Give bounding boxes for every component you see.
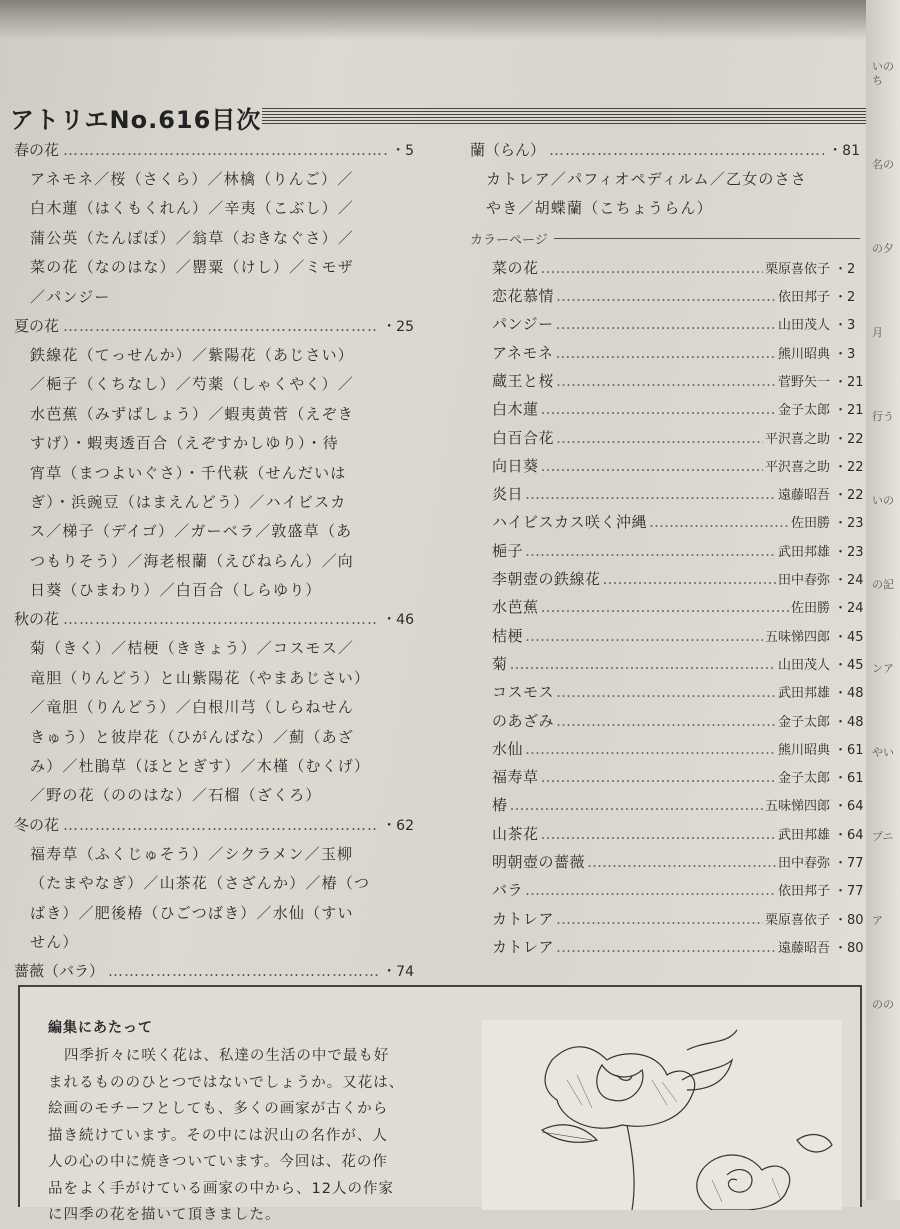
artist-name: 平沢喜之助 (764, 459, 830, 475)
section-text-line: ぎ）・浜豌豆（はまえんどう）／ハイビスカ (30, 492, 347, 511)
page-number: ・77 (834, 856, 864, 872)
section-text-line: 菜の花（なのはな）／罌粟（けし）／ミモザ (30, 258, 355, 277)
leader-dots (556, 282, 776, 310)
page-number: ・22 (834, 431, 864, 447)
section-heading-ran (470, 136, 860, 165)
section-text-line: （たまやなぎ）／山茶花（さざんか）／椿（つ (30, 874, 371, 893)
artwork-title: 菜の花 (492, 258, 539, 277)
section-heading (14, 312, 414, 341)
color-pages-heading (470, 224, 860, 254)
artwork-title: コスモス (492, 683, 555, 702)
edge-text-fragment: 月 (872, 326, 883, 339)
section-text-line: すげ）・蝦夷透百合（えぞすかしゆり）・待 (30, 434, 340, 453)
leader-dots (63, 811, 378, 840)
color-page-item (470, 905, 864, 933)
artwork-title: パンジー (492, 315, 554, 334)
leader-dots (556, 424, 763, 452)
page-number: ・21 (834, 374, 864, 390)
artist-name: 菅野矢一 (777, 374, 830, 390)
adjacent-page-edge (866, 0, 900, 1200)
page-number: ・3 (834, 318, 856, 334)
artwork-title: 山茶花 (492, 824, 539, 843)
editorial-text (48, 1043, 468, 1229)
artist-name: 武田邦雄 (777, 686, 830, 702)
color-page-item (470, 593, 864, 621)
edge-text-fragment: の記 (872, 578, 894, 591)
artwork-title: 水芭蕉 (492, 598, 539, 617)
color-page-item (470, 622, 864, 650)
section-page: ・81 (828, 143, 860, 159)
section-title: 夏の花 (14, 316, 60, 335)
leader-dots (63, 605, 378, 634)
page-edge-shadow (0, 0, 900, 40)
section-text-line: アネモネ／桜（さくら）／林檎（りんご）／ (30, 170, 354, 188)
left-column (14, 136, 414, 986)
artwork-title: バラ (492, 881, 524, 900)
page-number: ・61 (834, 742, 864, 758)
artist-name: 田中春弥 (777, 856, 830, 872)
leader-dots (525, 876, 776, 904)
section-text-line: きゅう）と彼岸花（ひがんばな）／薊（あざ (30, 727, 355, 746)
artist-name: 依田邦子 (777, 884, 830, 900)
section-text-line: 水芭蕉（みずばしょう）／蝦夷黄菅（えぞき (30, 404, 355, 423)
artist-name: 栗原喜依子 (764, 261, 830, 277)
editorial-line: に四季の花を描いて頂きました。 (48, 1207, 281, 1223)
leader-dots (525, 537, 776, 565)
section-text-line: つもりそう）／海老根蘭（えびねらん）／向 (30, 551, 355, 570)
artwork-title: ハイビスカス咲く沖縄 (492, 513, 648, 532)
edge-text-fragment: 行う (872, 410, 894, 423)
page-number: ・80 (834, 940, 864, 956)
color-page-item (470, 876, 864, 904)
section-heading (14, 605, 414, 634)
artwork-title: 李朝壺の鉄線花 (492, 570, 601, 589)
color-page-item (470, 565, 864, 593)
artwork-title: 向日葵 (492, 456, 539, 475)
section-text-line: 福寿草（ふくじゅそう）／シクラメン／玉柳 (30, 844, 354, 863)
page-number: ・64 (834, 827, 864, 843)
section-text-line: み）／杜鵑草（ほととぎす）／木槿（むくげ） (30, 757, 371, 776)
section-text-line: ／野の花（ののはな）／石榴（ざくろ） (30, 786, 322, 805)
artwork-title: 白木蓮 (492, 400, 539, 419)
artwork-title: のあざみ (492, 711, 555, 730)
editorial-line: 人の心の中に焼きついています。今回は、花の作 (48, 1154, 388, 1170)
artwork-title: 恋花慕情 (492, 287, 555, 306)
leader-dots (63, 312, 378, 341)
edge-text-fragment: プニ (872, 830, 894, 843)
artwork-title: カトレア (492, 937, 555, 956)
color-page-item (470, 254, 860, 282)
leader-dots (549, 136, 824, 165)
artwork-title: 炎日 (492, 485, 524, 504)
section-heading (14, 811, 414, 840)
section-text-line: ／梔子（くちなし）／芍薬（しゃくやく）／ (30, 375, 355, 394)
artist-name: 遠藤昭吾 (777, 940, 830, 956)
color-page-item (470, 537, 864, 565)
color-page-item (470, 763, 864, 791)
artwork-title: 水仙 (492, 739, 524, 758)
color-page-item (470, 933, 864, 961)
editorial-title: 編集にあたって (48, 1020, 153, 1036)
color-page-item (470, 707, 864, 735)
page-number: ・23 (834, 516, 864, 532)
artwork-title: アネモネ (492, 343, 554, 362)
editorial-line: まれるもののひとつではないでしょうか。又花は、 (48, 1074, 405, 1091)
color-page-item (470, 650, 864, 678)
section-title: 蘭（らん） (470, 141, 546, 159)
page-number: ・45 (834, 657, 864, 673)
artist-name: 五味悌四郎 (764, 629, 830, 645)
contents-title: アトリエNo.616目次 (10, 106, 262, 134)
heading-rule (554, 238, 860, 239)
color-page-item (470, 791, 864, 819)
page-number: ・48 (834, 714, 864, 730)
section-page: ・62 (382, 817, 414, 834)
section-text-line: やき／胡蝶蘭（こちょうらん） (486, 199, 713, 218)
artist-name: 佐田勝 (790, 601, 830, 617)
section-text-line: 日葵（ひまわり）／白百合（しらゆり） (30, 581, 322, 600)
section-text-line: 菊（きく）／桔梗（ききょう）／コスモス／ (30, 639, 355, 658)
page-number: ・64 (834, 799, 864, 815)
artwork-title: 福寿草 (492, 768, 539, 787)
section-text-line: せん） (30, 932, 79, 951)
section-text-line: ／パンジー (30, 287, 111, 306)
editorial-line: 四季折々に咲く花は、私達の生活の中で最も好 (63, 1048, 390, 1064)
section-text-line: 白木蓮（はくもくれん）／辛夷（こぶし）／ (30, 199, 355, 218)
color-page-item (470, 452, 864, 480)
leader-dots (541, 395, 776, 423)
section-page: ・25 (382, 318, 414, 335)
right-column (470, 136, 864, 961)
color-page-item (470, 480, 864, 508)
leader-dots (541, 593, 789, 621)
artwork-title: 椿 (492, 796, 508, 815)
leader-dots (603, 565, 776, 593)
leader-dots (556, 933, 776, 961)
artwork-title: 白百合花 (492, 428, 555, 447)
artwork-title: 菊 (492, 654, 508, 673)
artist-name: 平沢喜之助 (764, 431, 830, 447)
section-title: 春の花 (14, 141, 60, 159)
rose-illustration (482, 1020, 842, 1210)
section-text-line: ス／梯子（デイゴ）／ガーベラ／敦盛草（あ (30, 522, 353, 541)
page-number: ・2 (834, 261, 856, 277)
section-text-line: ばき）／肥後椿（ひごつばき）／水仙（すい (30, 903, 354, 922)
leader-dots (556, 367, 776, 395)
section-title: 冬の花 (14, 815, 60, 834)
color-page-item (470, 735, 864, 763)
page-number: ・24 (834, 601, 864, 617)
artwork-title: カトレア (492, 909, 555, 928)
page-number: ・77 (834, 884, 864, 900)
leader-dots (541, 820, 776, 848)
color-page-item (470, 508, 864, 536)
color-page-item (470, 282, 860, 310)
leader-dots (556, 678, 776, 706)
edge-text-fragment: ンア (872, 662, 894, 675)
section-text-line: 鉄線花（てっせんか）／紫陽花（あじさい） (30, 345, 355, 364)
leader-dots (541, 254, 763, 282)
page-number: ・61 (834, 771, 864, 787)
artist-name: 栗原喜依子 (764, 912, 830, 928)
color-page-item (470, 424, 864, 452)
artist-name: 山田茂人 (777, 657, 830, 673)
color-page-item (470, 339, 860, 367)
page-number: ・3 (834, 346, 856, 362)
page-number: ・24 (834, 573, 864, 589)
color-page-item (470, 367, 864, 395)
leader-dots (525, 735, 776, 763)
artwork-title: 蔵王と桜 (492, 371, 555, 390)
page-number: ・22 (834, 488, 864, 504)
color-page-item (470, 678, 864, 706)
leader-dots (510, 791, 763, 819)
color-page-item (470, 395, 864, 423)
page-number: ・2 (834, 290, 856, 306)
artwork-title: 梔子 (492, 541, 524, 560)
edge-text-fragment: やい (872, 746, 894, 759)
section-heading (14, 136, 414, 165)
page-number: ・45 (834, 629, 864, 645)
section-title: 薔薇（バラ） (14, 962, 105, 981)
color-page-item (470, 820, 864, 848)
leader-dots (510, 650, 776, 678)
artwork-title: 桔梗 (492, 626, 524, 645)
page-number: ・48 (834, 686, 864, 702)
artist-name: 依田邦子 (777, 290, 830, 306)
edge-text-fragment: いの (872, 494, 894, 507)
section-text-line: 蒲公英（たんぽぽ）／翁草（おきなぐさ）／ (30, 228, 355, 247)
leader-dots (525, 622, 763, 650)
artist-name: 山田茂人 (777, 318, 830, 334)
leader-dots (556, 905, 763, 933)
edge-text-fragment: 名の (872, 158, 894, 171)
editorial-line: 品をよく手がけている画家の中から、12人の作家 (48, 1180, 394, 1197)
leader-dots (63, 136, 387, 165)
leader-dots (555, 339, 776, 367)
color-page-item (470, 310, 860, 338)
leader-dots (556, 310, 776, 338)
leader-dots (541, 452, 763, 480)
artist-name: 熊川昭典 (777, 742, 830, 758)
adjacent-page-text (872, 60, 894, 1082)
editorial-box (18, 985, 862, 1223)
artist-name: 金子太郎 (777, 771, 830, 787)
section-text-line: カトレア／パフィオペディルム／乙女のささ (486, 170, 808, 188)
section-heading (14, 957, 414, 986)
leader-dots (525, 480, 776, 508)
artist-name: 武田邦雄 (777, 544, 830, 560)
section-text-line: 竜胆（りんどう）と山紫陽花（やまあじさい） (30, 668, 371, 687)
page-number: ・22 (834, 459, 864, 475)
section-page: ・5 (391, 143, 414, 159)
artist-name: 遠藤昭吾 (777, 488, 830, 504)
section-page: ・74 (382, 964, 414, 981)
artist-name: 金子太郎 (777, 403, 830, 419)
color-pages-list (470, 254, 864, 961)
section-title: 秋の花 (14, 610, 60, 629)
editorial-line: 描き続けています。その中には沢山の名作が、人 (48, 1127, 388, 1144)
page-number: ・21 (834, 403, 864, 419)
leader-dots (587, 848, 776, 876)
artist-name: 武田邦雄 (777, 827, 830, 843)
edge-text-fragment: の夕 (872, 242, 894, 255)
artwork-title: 明朝壺の薔薇 (492, 853, 586, 872)
color-pages-title: カラーページ (470, 233, 548, 249)
rose-sketch-icon (482, 1020, 842, 1210)
artist-name: 佐田勝 (790, 516, 830, 532)
section-text-line: 宵草（まつよいぐさ）・千代萩（せんだいは (30, 463, 347, 482)
leader-dots (649, 508, 789, 536)
artist-name: 五味悌四郎 (764, 799, 830, 815)
leader-dots (108, 957, 378, 986)
title-rule (262, 108, 874, 124)
editorial-line: 絵画のモチーフとしても、多くの画家が古くから (48, 1101, 389, 1117)
edge-text-fragment: いのち (872, 60, 894, 87)
edge-text-fragment: のの (872, 998, 894, 1011)
artist-name: 田中春弥 (777, 573, 830, 589)
page-number: ・80 (834, 912, 864, 928)
leader-dots (541, 763, 776, 791)
page-number: ・23 (834, 544, 864, 560)
edge-text-fragment: ア (872, 914, 883, 927)
section-page: ・46 (382, 612, 414, 629)
artist-name: 熊川昭典 (777, 346, 830, 362)
color-page-item (470, 848, 864, 876)
section-text-line: ／竜胆（りんどう）／白根川芎（しらねせん (30, 698, 355, 717)
artist-name: 金子太郎 (777, 714, 830, 730)
leader-dots (556, 707, 776, 735)
